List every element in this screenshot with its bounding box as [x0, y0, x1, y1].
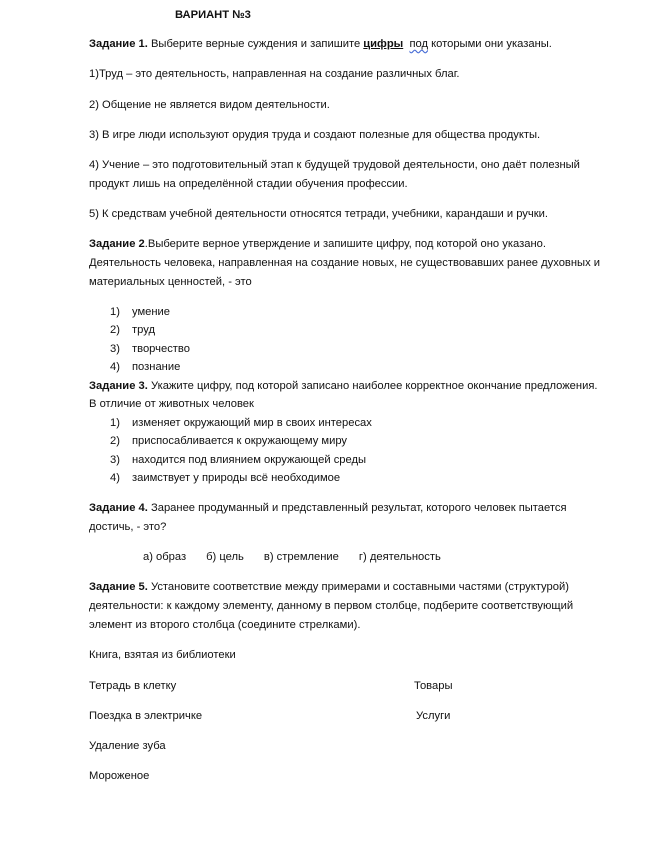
option-text: приспосабливается к окружающему миру: [132, 435, 348, 447]
task3-label: Задание 3.: [89, 380, 148, 392]
option-text: умение: [132, 306, 171, 318]
option-text: изменяет окружающий мир в своих интересах: [132, 417, 372, 429]
task1-heading: [89, 35, 552, 54]
task3-option: [110, 469, 340, 488]
task1-intro-emph: цифры: [363, 38, 404, 50]
task5-right-item: Товары: [414, 680, 453, 692]
task1-item-4-cont: продукт лишь на определённой стадии обучения профессии.: [89, 178, 408, 190]
task1-item-4: 4) Учение – это подготовительный этап к будущей трудовой деятельности, оно даёт полезный: [89, 159, 580, 171]
option-number: 2): [110, 324, 120, 336]
task5-label: Задание 5.: [89, 581, 148, 593]
task4-option: а) образ: [143, 551, 187, 563]
task4-option: г) деятельность: [358, 551, 441, 563]
option-text: познание: [132, 361, 181, 373]
option-number: 1): [110, 417, 120, 429]
option-number: 3): [110, 454, 120, 466]
task5-text-3: элемент из второго столбца (соедините стрелками).: [89, 619, 361, 631]
option-number: 3): [110, 343, 120, 355]
task1-intro-a: Выберите верные суждения и запишите: [147, 38, 364, 50]
task4-label: Задание 4.: [89, 502, 148, 514]
task3-text-1: Укажите цифру, под которой записано наиболее корректное окончание предложения.: [147, 380, 598, 392]
task4-option: в) стремление: [263, 551, 339, 563]
option-number: 1): [110, 306, 120, 318]
task1-intro-c: которыми они указаны.: [428, 38, 552, 50]
task3-text-2: В отличие от животных человек: [89, 398, 254, 410]
task4-options: [143, 548, 461, 567]
task3-option: [110, 414, 372, 433]
task2-text-1: .Выберите верное утверждение и запишите цифру, под которой оно указано.: [144, 238, 546, 250]
task1-item-5: 5) К средствам учебной деятельности относятся тетради, учебники, карандаши и ручки.: [89, 208, 548, 220]
task4-heading: [89, 499, 567, 518]
task5-heading: [89, 578, 569, 597]
option-number: 4): [110, 361, 120, 373]
task2-option: [110, 321, 155, 340]
task5-left-item: Поездка в электричке: [89, 710, 203, 722]
task5-left-item: Тетрадь в клетку: [89, 680, 177, 692]
task5-right-item: Услуги: [416, 710, 451, 722]
option-text: заимствует у природы всё необходимое: [132, 472, 341, 484]
task4-text-2: достичь, - это?: [89, 521, 167, 533]
task1-item-3: 3) В игре люди используют орудия труда и создают полезные для общества продукты.: [89, 129, 541, 141]
task2-text-2: Деятельность человека, направленная на создание новых, не существовавших ранее духовных и: [89, 257, 601, 269]
task5-text-2: деятельности: к каждому элементу, данному в первом столбце, подберите соответствующий: [89, 600, 574, 612]
task5-left-item: Мороженое: [89, 770, 150, 782]
task2-label: Задание 2: [89, 238, 145, 250]
task4-option: б) цель: [206, 551, 244, 563]
page-title: ВАРИАНТ №3: [175, 9, 251, 21]
task3-option: [110, 451, 366, 470]
task2-option: [110, 303, 170, 322]
option-number: 2): [110, 435, 120, 447]
task5-left-item: Книга, взятая из библиотеки: [89, 649, 236, 661]
task5-left-item: Удаление зуба: [89, 740, 166, 752]
task4-text-1: Заранее продуманный и представленный результат, которого человек пытается: [147, 502, 567, 514]
task1-label: Задание 1.: [89, 38, 148, 50]
option-text: труд: [132, 324, 155, 336]
task1-item-1: 1)Труд – это деятельность, направленная на создание различных благ.: [89, 68, 460, 80]
task2-heading: [89, 235, 546, 254]
task2-option: [110, 340, 190, 359]
option-text: находится под влиянием окружающей среды: [132, 454, 367, 466]
task1-item-2: 2) Общение не является видом деятельности.: [89, 99, 330, 111]
option-number: 4): [110, 472, 120, 484]
task1-intro-b: под: [409, 38, 429, 50]
task2-option: [110, 358, 180, 377]
task5-text-1: Установите соответствие между примерами и составными частями (структурой): [147, 581, 569, 593]
option-text: творчество: [132, 343, 190, 355]
task3-option: [110, 432, 347, 451]
task2-text-3: материальных ценностей, - это: [89, 276, 252, 288]
task3-heading: [89, 377, 598, 396]
